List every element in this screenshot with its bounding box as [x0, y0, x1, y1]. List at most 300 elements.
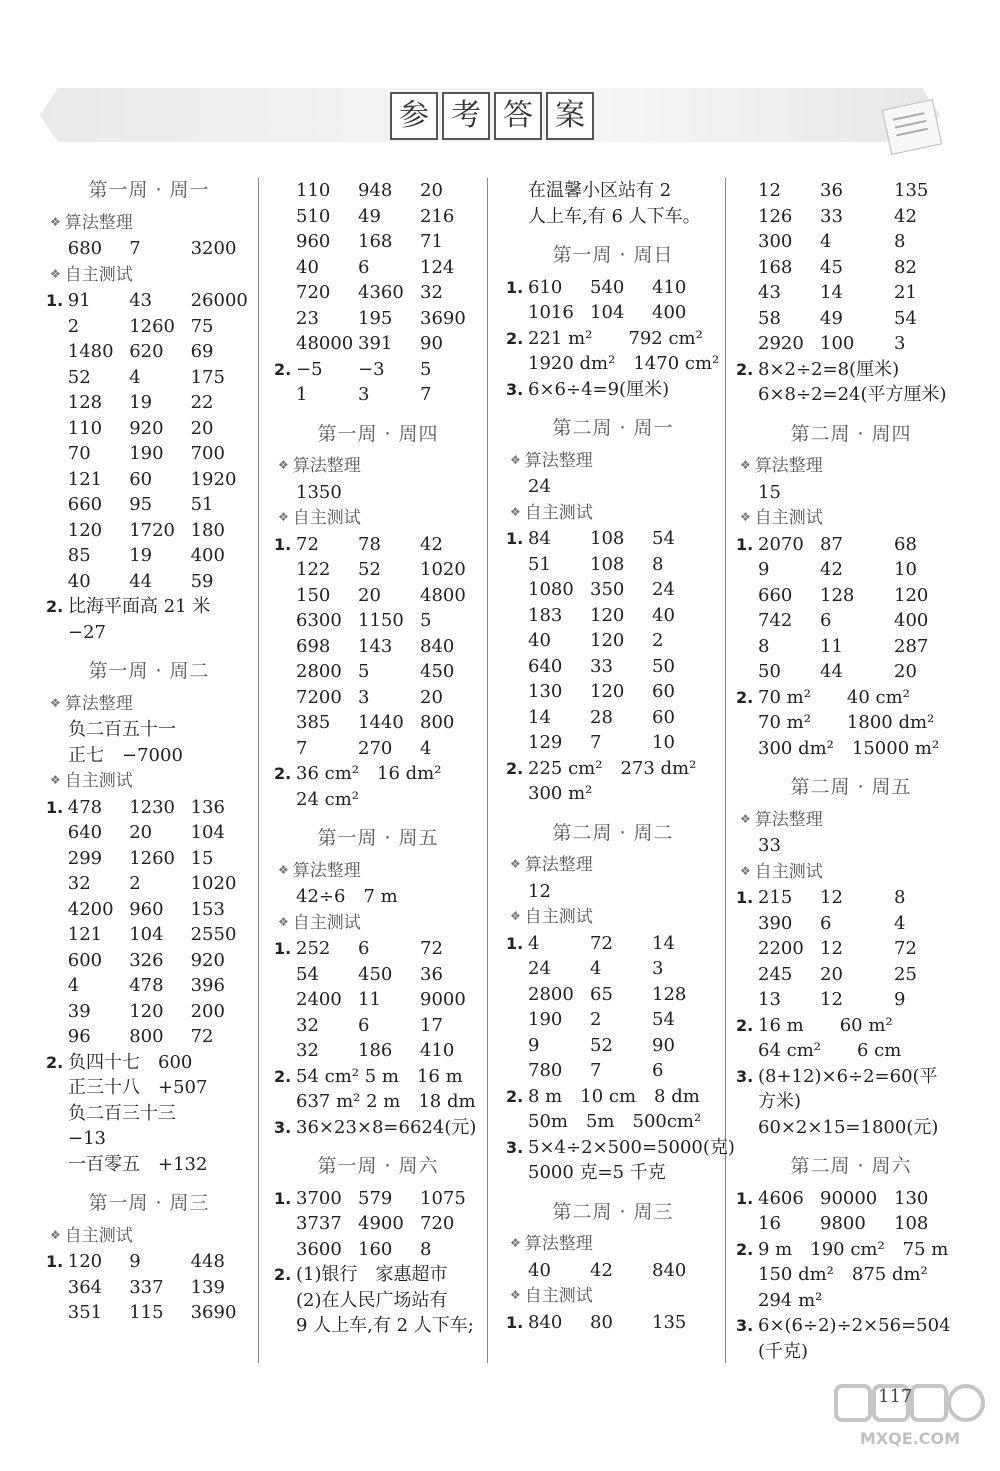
answer-value: 6	[652, 1060, 664, 1081]
answer-text: 5000 克=5 千克	[528, 1162, 666, 1183]
answer-text: 正三十八 +507	[68, 1077, 208, 1098]
answer-row	[46, 441, 252, 467]
question-number: 2.	[274, 1066, 292, 1086]
question-number: 1.	[506, 933, 524, 953]
answer-row	[46, 948, 252, 974]
answer-value: 742	[758, 610, 793, 631]
answer-row	[46, 973, 252, 999]
answer-row	[736, 1211, 966, 1237]
answer-text: 正七 −7000	[68, 744, 183, 766]
answer-row	[506, 931, 720, 957]
answer-value: (8+12)×6÷2=60(平	[758, 1065, 938, 1087]
question-number	[274, 1211, 296, 1237]
section-heading: ❖ 自主测试	[506, 1283, 720, 1310]
answer-value: 12	[758, 180, 781, 201]
answer-text	[736, 1313, 966, 1339]
column-divider	[258, 178, 259, 1363]
answer-value: 168	[758, 256, 793, 278]
answer-row	[736, 255, 966, 281]
answer-value: 6	[358, 1014, 370, 1036]
answer-value: 19	[129, 545, 153, 566]
answer-row	[274, 331, 482, 357]
question-number	[46, 416, 68, 442]
column-divider	[487, 178, 488, 1363]
answer-text	[274, 1262, 482, 1288]
answer-value: 8 m 10 cm 8 dm	[528, 1085, 700, 1107]
question-number	[274, 987, 296, 1013]
answer-value: 11	[358, 989, 381, 1010]
answer-row	[274, 1013, 482, 1039]
answer-row	[46, 543, 252, 569]
answer-row	[736, 557, 966, 583]
answer-row	[736, 885, 966, 911]
answer-value: 8×2÷2=8(厘米)	[758, 358, 900, 380]
answer-row	[274, 634, 482, 660]
answer-text: 300 m²	[528, 783, 593, 804]
question-number	[506, 730, 528, 756]
question-number	[506, 679, 528, 705]
answer-value: (1)银行 家惠超市	[296, 1264, 448, 1285]
answer-value: 2	[652, 630, 664, 651]
answer-value: 579	[358, 1187, 393, 1209]
answer-value: 396	[190, 975, 225, 996]
section-heading: ❖ 自主测试	[736, 859, 966, 886]
answer-value: 6	[358, 256, 370, 278]
answer-value: 698	[296, 635, 331, 657]
page-number: 117	[878, 1386, 913, 1407]
week-day-heading: 第二周 · 周一	[552, 417, 674, 439]
answer-value: 20	[129, 822, 153, 843]
answer-value: 450	[420, 661, 455, 682]
answer-row	[274, 736, 482, 762]
answer-value: 2800	[528, 983, 574, 1005]
question-number: 1.	[506, 529, 524, 548]
answer-row	[46, 922, 252, 948]
question-number: 1.	[46, 1252, 64, 1271]
question-number	[736, 280, 758, 306]
question-number	[46, 492, 68, 518]
question-number: 2.	[274, 359, 292, 379]
section-heading: ❖ 自主测试	[274, 910, 482, 937]
answer-value: 1016	[528, 302, 574, 323]
answer-row	[46, 897, 252, 923]
answer-value: 85	[67, 545, 91, 566]
question-number: 1.	[736, 534, 754, 554]
week-day-heading: 第一周 · 周六	[317, 1155, 439, 1177]
title-char: 参	[390, 92, 438, 140]
question-number	[46, 922, 68, 948]
answer-value: 1720	[129, 519, 175, 541]
answer-value: 3	[358, 384, 370, 405]
answer-value: 40	[528, 1259, 551, 1281]
answer-value: 920	[129, 417, 164, 439]
answer-value: 22	[190, 392, 214, 413]
answer-text: 300 dm² 15000 m²	[758, 737, 940, 759]
answer-row	[46, 314, 252, 340]
answer-row	[274, 532, 482, 558]
answer-row	[736, 306, 966, 332]
answer-row	[46, 339, 252, 365]
section-heading: ❖ 算法整理	[46, 691, 252, 718]
answer-value: 比海平面高 21 米	[68, 596, 211, 617]
title-char: 案	[546, 92, 594, 140]
answer-row	[274, 659, 482, 685]
answer-row	[46, 569, 252, 595]
answer-value: 120	[590, 630, 625, 651]
answer-value: −5	[296, 358, 323, 380]
answer-value: 4800	[420, 584, 466, 606]
answer-value: 45	[820, 256, 843, 278]
answer-text: 1350	[296, 481, 342, 503]
week-day-heading: 第一周 · 周三	[88, 1192, 210, 1214]
answer-value: 129	[528, 732, 563, 753]
answer-row	[736, 659, 966, 685]
answer-value: 108	[590, 553, 625, 575]
answer-value: 8	[894, 887, 906, 908]
answer-value: 8	[652, 553, 664, 575]
answer-value: 221 m² 792 cm²	[528, 327, 703, 349]
answer-value: 1260	[129, 847, 175, 869]
answer-value: 5	[358, 661, 370, 682]
question-number	[736, 204, 758, 230]
question-number	[736, 1211, 758, 1237]
answer-value: 10	[652, 732, 675, 753]
answer-value: 448	[190, 1251, 225, 1272]
section-heading: ❖ 算法整理	[506, 852, 720, 879]
question-number	[736, 255, 758, 281]
answer-value: 4	[590, 958, 602, 979]
answer-row	[506, 1058, 720, 1084]
question-number	[274, 608, 296, 634]
answer-value: 4	[420, 737, 432, 759]
answer-row	[736, 608, 966, 634]
answer-value: 48000	[296, 333, 354, 354]
answer-value: 245	[758, 963, 793, 985]
answer-row	[736, 1186, 966, 1212]
answer-row	[274, 962, 482, 988]
answer-row	[506, 1310, 720, 1336]
section-heading: ❖ 算法整理	[274, 453, 482, 480]
answer-value: 42	[894, 205, 917, 227]
answer-value: 121	[67, 924, 103, 945]
answer-value: 16	[758, 1213, 781, 1234]
answer-value: 400	[652, 302, 687, 323]
answer-row	[46, 999, 252, 1025]
answer-row	[274, 229, 482, 255]
answer-value: 300	[758, 231, 793, 252]
answer-row	[274, 936, 482, 962]
answer-value: 24	[528, 958, 551, 979]
answer-value: 120	[129, 1000, 164, 1022]
answer-value: 1	[296, 384, 308, 405]
answer-row	[46, 390, 252, 416]
answer-value: 72	[590, 932, 613, 954]
answer-value: 5	[420, 610, 432, 631]
section-heading: ❖ 自主测试	[46, 1223, 252, 1250]
answer-value: 71	[420, 231, 443, 252]
answer-value: 960	[129, 898, 164, 920]
answer-value: 100	[820, 333, 855, 354]
week-day-heading: 第一周 · 周四	[317, 422, 439, 445]
answer-value: 640	[67, 822, 103, 843]
answer-row	[736, 936, 966, 962]
answer-value: 121	[67, 468, 103, 490]
answer-value: 410	[652, 276, 687, 298]
answer-value: 7	[296, 737, 308, 759]
answer-value: 600	[67, 949, 103, 971]
answer-row	[506, 275, 720, 301]
question-number	[46, 973, 68, 999]
question-number	[46, 1300, 68, 1326]
answer-value: 3	[358, 686, 370, 708]
answer-value: 400	[190, 545, 225, 566]
question-number: 1.	[736, 1188, 754, 1208]
answer-row	[506, 705, 720, 731]
answer-value: 128	[820, 584, 855, 606]
answer-value: 42	[420, 533, 443, 555]
answer-value: 6300	[296, 610, 342, 631]
answer-value: 69	[190, 341, 214, 362]
answer-row	[506, 552, 720, 578]
question-number	[274, 229, 296, 255]
answer-value: 7	[420, 384, 432, 405]
answer-text: 42÷6 7 m	[296, 886, 398, 907]
answer-value: 160	[358, 1238, 393, 1260]
answer-row	[736, 280, 966, 306]
answer-text	[274, 1064, 482, 1090]
answer-value: 90	[652, 1034, 675, 1056]
question-number	[46, 1024, 68, 1050]
answer-value: 478	[67, 796, 103, 818]
answer-value: 40	[67, 570, 91, 592]
question-number	[274, 331, 296, 357]
question-number	[46, 820, 68, 846]
answer-value: 7	[590, 1060, 602, 1081]
answer-value: 59	[190, 570, 214, 592]
answer-value: 9800	[820, 1213, 866, 1234]
answer-value: 9000	[420, 989, 466, 1010]
answer-row	[274, 382, 482, 408]
question-number: 2.	[506, 328, 524, 348]
question-number	[506, 300, 528, 326]
answer-value: 91	[67, 290, 91, 311]
answer-column-2	[274, 178, 482, 1339]
page-title	[390, 92, 594, 140]
answer-row	[274, 1211, 482, 1237]
question-number	[736, 331, 758, 357]
answer-text	[46, 1050, 252, 1076]
answer-value: 110	[67, 417, 103, 439]
answer-value: 40	[652, 604, 675, 626]
answer-text	[506, 756, 720, 782]
answer-value: 126	[758, 205, 793, 227]
question-number: 3.	[736, 1066, 754, 1086]
question-number	[506, 705, 528, 731]
answer-value: 130	[528, 681, 563, 702]
answer-value: 299	[67, 847, 103, 869]
answer-value: 139	[190, 1276, 225, 1298]
answer-text	[506, 377, 720, 403]
answer-value: 120	[590, 681, 625, 702]
answer-text: 70 m² 1800 dm²	[758, 712, 935, 733]
answer-value: 72	[296, 533, 319, 555]
answer-text: 负二百三十三	[68, 1102, 176, 1124]
answer-text: (千克)	[758, 1340, 809, 1362]
question-number	[736, 987, 758, 1013]
answer-value: 60	[652, 681, 675, 702]
answer-row	[506, 654, 720, 680]
answer-value: 60	[129, 468, 153, 490]
answer-value: 8	[420, 1238, 432, 1260]
answer-value: 80	[590, 1311, 613, 1333]
question-number	[46, 467, 68, 493]
answer-value: 450	[358, 963, 393, 985]
question-number	[46, 543, 68, 569]
answer-value: 720	[420, 1213, 455, 1234]
answer-value: 21	[894, 282, 917, 303]
answer-value: 51	[528, 553, 551, 575]
answer-value: 252	[296, 938, 331, 959]
answer-row	[46, 492, 252, 518]
question-number	[46, 569, 68, 595]
answer-value: 350	[590, 579, 625, 600]
answer-text	[736, 357, 966, 383]
answer-value: 128	[652, 983, 687, 1005]
question-number	[506, 577, 528, 603]
answer-value: 660	[758, 584, 793, 606]
answer-value: 120	[894, 584, 929, 606]
question-number	[46, 441, 68, 467]
answer-value: 410	[420, 1040, 455, 1061]
answer-value: 84	[528, 528, 551, 549]
section-heading: ❖ 自主测试	[46, 262, 252, 289]
answer-row	[274, 255, 482, 281]
column-divider	[725, 178, 726, 1363]
answer-column-3	[506, 178, 735, 1335]
answer-value: 43	[758, 282, 781, 303]
answer-value: 78	[358, 533, 381, 555]
question-number: 3.	[506, 1137, 524, 1157]
answer-row	[736, 987, 966, 1013]
answer-column-1	[46, 178, 252, 1326]
answer-text: 24	[528, 476, 551, 497]
answer-row	[46, 1275, 252, 1301]
answer-row	[46, 1300, 252, 1326]
section-heading: ❖ 自主测试	[736, 505, 966, 532]
question-number	[506, 1258, 528, 1284]
answer-text: 15	[758, 481, 781, 503]
answer-value: 87	[820, 533, 843, 555]
answer-row	[46, 1249, 252, 1275]
answer-value: 7200	[296, 686, 342, 708]
answer-value: 2550	[190, 924, 237, 945]
question-number	[46, 897, 68, 923]
question-number	[736, 634, 758, 660]
answer-value: 4	[894, 912, 906, 934]
answer-row	[274, 178, 482, 204]
question-number	[274, 557, 296, 583]
answer-value: 4200	[67, 898, 114, 920]
question-number	[736, 962, 758, 988]
question-number	[46, 999, 68, 1025]
answer-value: 337	[129, 1276, 164, 1298]
answer-value: 364	[67, 1276, 103, 1298]
answer-row	[274, 357, 482, 383]
question-number: 3.	[274, 1117, 292, 1137]
question-number	[506, 956, 528, 982]
answer-value: 960	[296, 231, 331, 252]
answer-value: 190	[528, 1009, 563, 1030]
question-number: 2.	[736, 1015, 754, 1035]
question-number: 2.	[736, 687, 754, 707]
answer-row	[274, 1237, 482, 1263]
question-number	[274, 204, 296, 230]
answer-text: −27	[68, 621, 106, 643]
answer-text: 一百零五 +132	[68, 1153, 208, 1175]
answer-value: 6	[358, 938, 370, 959]
question-number: 2.	[736, 359, 754, 379]
answer-value: 15	[190, 847, 214, 869]
answer-row	[736, 634, 966, 660]
answer-row	[736, 331, 966, 357]
answer-value: 104	[190, 822, 225, 843]
question-number	[274, 583, 296, 609]
answer-value: 43	[129, 290, 153, 311]
answer-value: 9 m 190 cm² 75 m	[758, 1238, 949, 1260]
answer-value: 36 cm² 16 dm²	[296, 763, 442, 784]
question-number: 3.	[736, 1316, 754, 1335]
answer-value: 70 m² 40 cm²	[758, 686, 910, 708]
question-number	[736, 911, 758, 937]
answer-value: 186	[358, 1040, 393, 1061]
answer-text: 在温馨小区站有 2	[528, 180, 672, 201]
section-heading: ❖ 算法整理	[736, 807, 966, 834]
answer-value: 2	[590, 1009, 602, 1030]
answer-value: 780	[528, 1060, 563, 1081]
question-number	[46, 846, 68, 872]
question-number	[506, 982, 528, 1008]
answer-value: 920	[190, 949, 225, 971]
answer-value: 2070	[758, 533, 804, 555]
answer-value: 1080	[528, 579, 574, 600]
question-number: 2.	[274, 764, 292, 783]
answer-value: 1230	[129, 796, 175, 818]
answer-value: 4900	[358, 1213, 404, 1234]
answer-row	[506, 603, 720, 629]
answer-value: 52	[358, 559, 381, 580]
question-number: 2.	[506, 758, 524, 778]
answer-value: 6	[820, 912, 832, 934]
answer-value: 10	[894, 559, 917, 580]
answer-value: 4	[820, 231, 832, 252]
week-day-heading: 第二周 · 周六	[790, 1155, 912, 1177]
answer-value: 120	[67, 519, 103, 541]
answer-value: 82	[894, 256, 917, 278]
answer-text	[506, 1135, 735, 1161]
answer-value: 2200	[758, 938, 804, 959]
answer-value: 135	[652, 1311, 687, 1333]
answer-row	[506, 577, 720, 603]
answer-value: 326	[129, 949, 164, 971]
question-number	[736, 178, 758, 204]
answer-value: 24	[652, 579, 675, 600]
answer-value: 840	[420, 635, 455, 657]
answer-row	[274, 1186, 482, 1212]
answer-value: 70	[67, 443, 91, 464]
answer-value: 50	[652, 655, 675, 677]
question-number	[274, 685, 296, 711]
answer-value: 75	[190, 315, 214, 337]
